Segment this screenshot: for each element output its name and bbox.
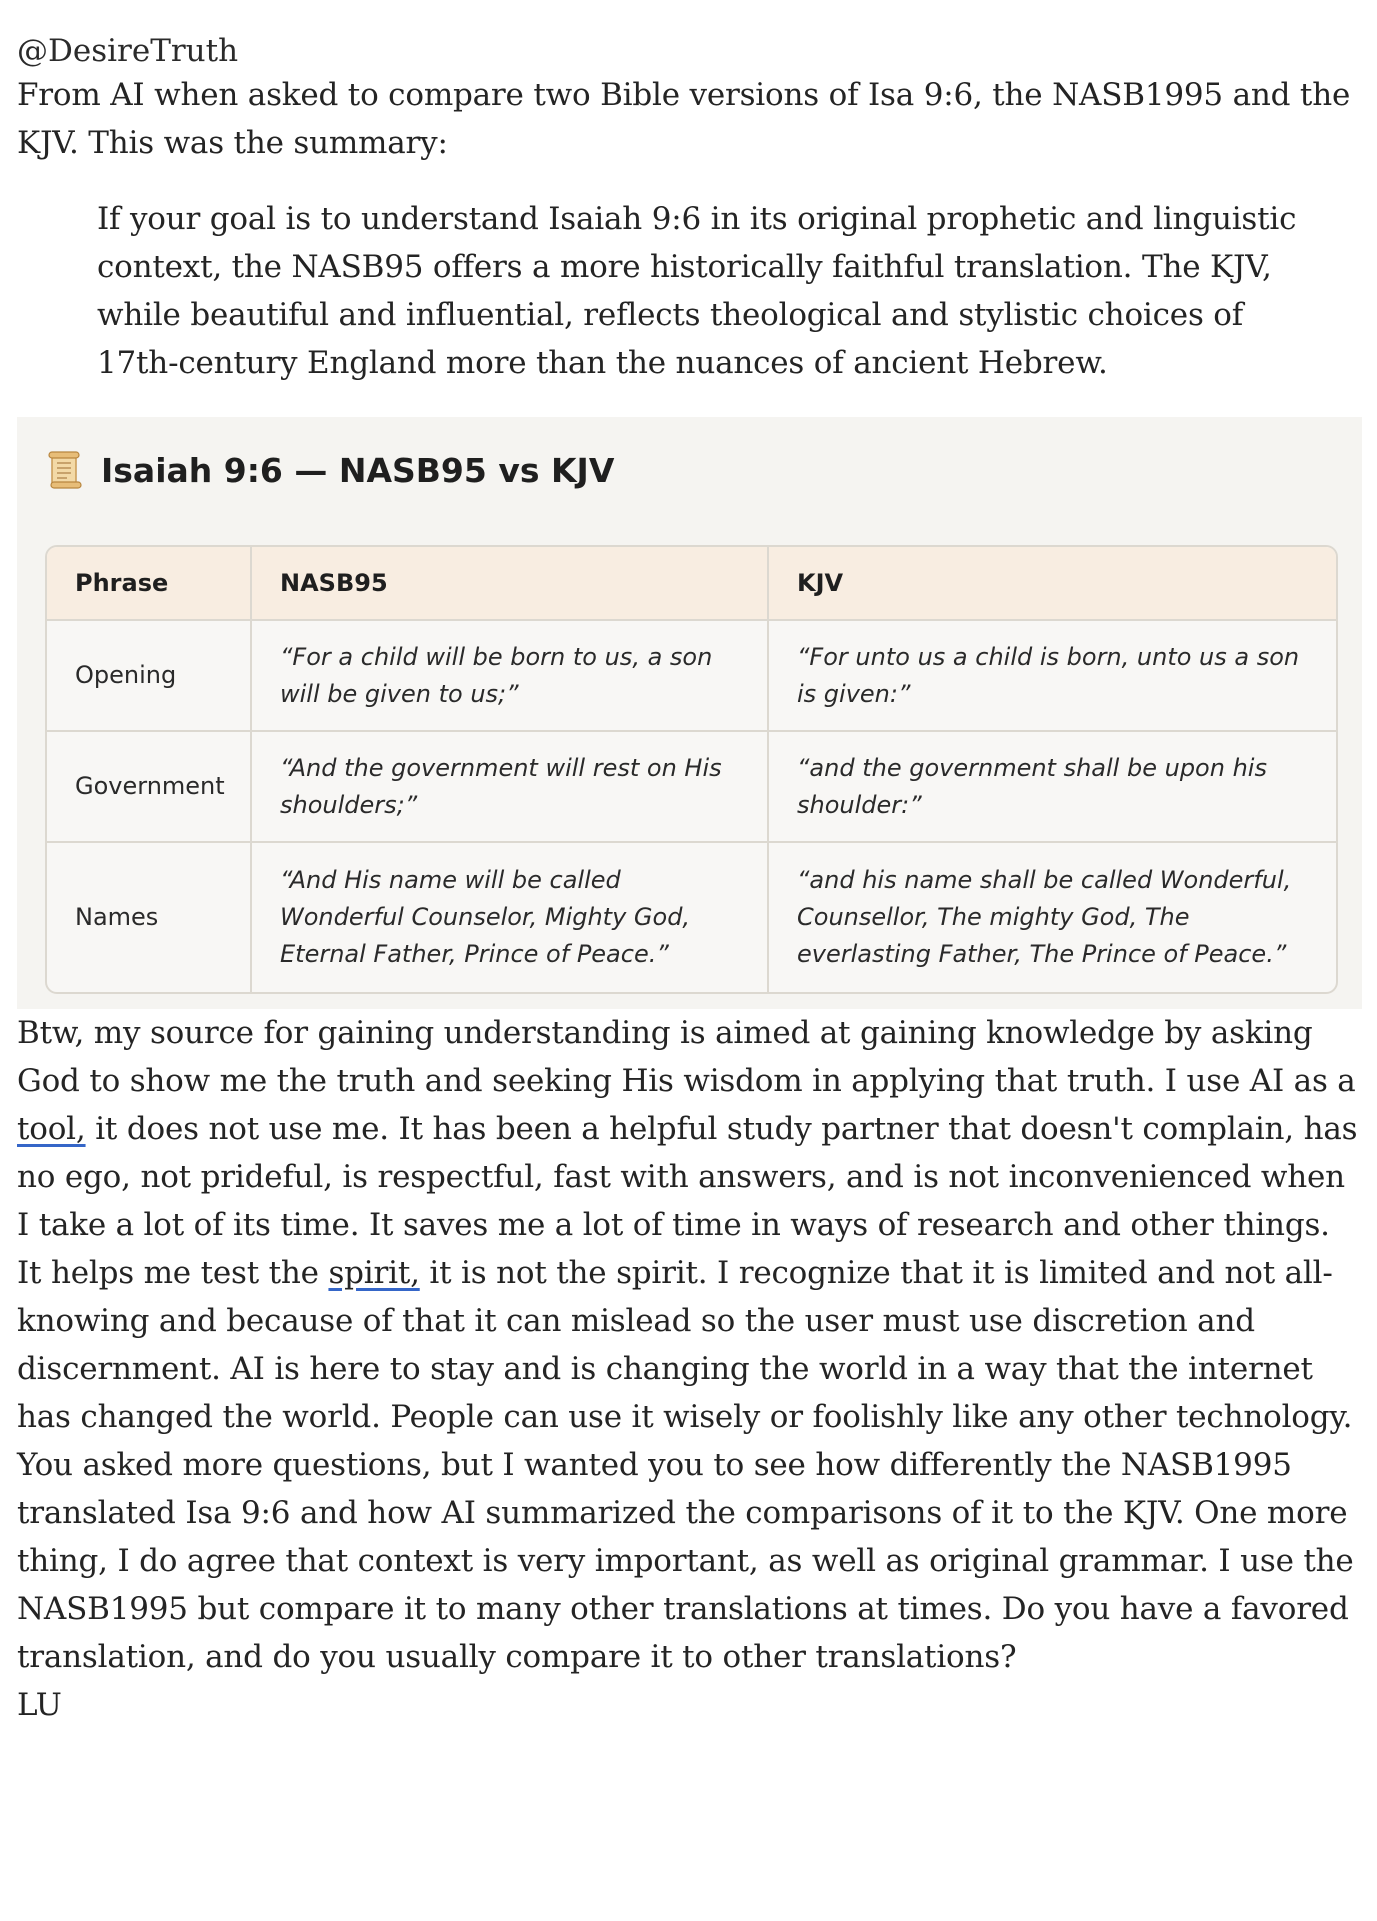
comparison-title-row (47, 447, 614, 493)
signature: LU (17, 1687, 62, 1723)
header-phrase: Phrase (47, 547, 251, 620)
kjv-cell: “and his name shall be called Wonderful, Counsellor, The mighty God, The everlasting Father, The Prince of Peace.” (797, 866, 1292, 969)
user-mention[interactable]: @DesireTruth (17, 33, 239, 69)
tool-link[interactable]: tool, (17, 1111, 86, 1147)
nasb-cell: “And His name will be called Wonderful Counselor, Mighty God, Eternal Father, Prince of Peace.” (251, 842, 768, 992)
table-header-row (47, 547, 1336, 620)
table-row (47, 620, 1336, 731)
kjv-cell: “For unto us a child is born, unto us a son is given:” (768, 620, 1336, 731)
header-nasb95: NASB95 (251, 547, 768, 620)
body-text-a: Btw, my source for gaining understanding is aimed at gaining knowledge by asking God to show me the truth and seeking His wisdom in applying that truth. I use AI as a (17, 1015, 1356, 1099)
nasb-cell: “For a child will be born to us, a son will be given to us;” (251, 620, 768, 731)
scroll-icon (47, 450, 83, 490)
nasb-cell: “And the government will rest on His shoulders;” (251, 731, 768, 842)
comparison-card (17, 417, 1362, 1009)
kjv-cell: “and the government shall be upon his shoulder:” (768, 731, 1336, 842)
phrase-cell: Government (47, 731, 251, 842)
comparison-table (45, 545, 1338, 994)
header-kjv: KJV (768, 547, 1336, 620)
table-row (47, 731, 1336, 842)
spirit-link[interactable]: spirit, (328, 1255, 420, 1291)
comparison-title: Isaiah 9:6 — NASB95 vs KJV (101, 450, 615, 490)
post-body (17, 0, 1362, 1729)
body-paragraph-2: You asked more questions, but I wanted you to see how differently the NASB1995 translated Isa 9:6 and how AI summarized the comparisons of it to the KJV. One more thing, I do agree that context is very important, as well as original grammar. I use the NASB1995 but compare it to many other translations at times. Do you have a favored translation, and do you usually compare it to other translations? (17, 1447, 1354, 1675)
body-paragraph-1 (17, 1009, 1362, 1441)
phrase-cell: Names (47, 842, 251, 992)
ai-summary-quote: If your goal is to understand Isaiah 9:6 in its original prophetic and linguistic context, the NASB95 offers a more historically faithful translation. The KJV, while beautiful and influential, reflects theological and stylistic choices of 17th-century England more than the nuances of ancient Hebrew. (97, 201, 1297, 381)
phrase-cell: Opening (47, 620, 251, 731)
table-row (47, 842, 1336, 992)
body-text-c: it is not the spirit. I recognize that it is limited and not all-knowing and because of that it can mislead so the user must use discretion and discernment. AI is here to stay and is changing the world in a way that the internet has changed the world. People can use it wisely or foolishly like any other technology. (17, 1255, 1353, 1435)
body-text-b: it does not use me. It has been a helpful study partner that doesn't complain, has no ego, not prideful, is respectful, fast with answers, and is not inconvenienced when I take a lot of its time. It saves me a lot of time in ways of research and other things. It helps me test the (17, 1111, 1358, 1291)
intro-paragraph: From AI when asked to compare two Bible versions of Isa 9:6, the NASB1995 and the KJV. This was the summary: (17, 77, 1351, 161)
